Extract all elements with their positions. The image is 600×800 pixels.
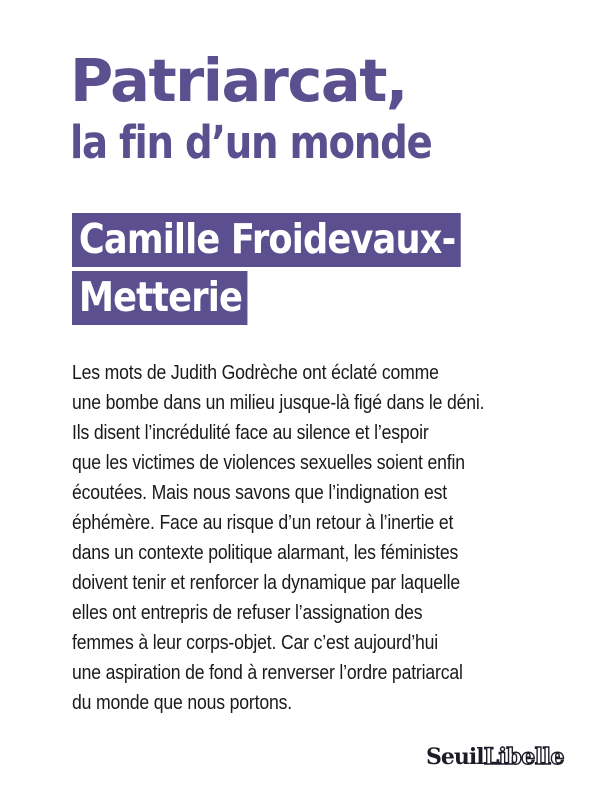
blurb-line: Les mots de Judith Godrèche ont éclaté comme	[72, 361, 439, 384]
blurb-line: une bombe dans un milieu jusque-là figé dans le déni.	[72, 391, 485, 414]
blurb-line: écoutées. Mais nous savons que l’indignation est	[72, 481, 447, 504]
blurb-line: du monde que nous portons.	[72, 691, 292, 714]
book-title	[70, 46, 490, 170]
blurb-line: doivent tenir et renforcer la dynamique par laquelle	[72, 571, 460, 594]
blurb-line: dans un contexte politique alarmant, les féministes	[72, 541, 459, 564]
blurb-line: elles ont entrepris de refuser l’assignation des	[72, 601, 423, 624]
blurb-line: que les victimes de violences sexuelles soient enfin	[72, 451, 465, 474]
author-name	[72, 210, 532, 326]
author-line-1: Camille Froidevaux-	[72, 213, 461, 267]
author-line-2: Metterie	[72, 271, 247, 325]
title-line-1: Patriarcat,	[70, 46, 407, 115]
blurb-text	[72, 358, 592, 718]
blurb-line: une aspiration de fond à renverser l’ordre patriarcal	[72, 661, 463, 684]
publisher-libelle: Libelle	[483, 744, 564, 770]
blurb-line: Ils disent l’incrédulité face au silence et l’espoir	[72, 421, 429, 444]
title-line-2: la fin d’un monde	[70, 116, 432, 169]
author-wrap	[72, 210, 461, 326]
publisher-seuil: Seuil	[425, 744, 484, 770]
blurb-line: femmes à leur corps-objet. Car c’est aujourd’hui	[72, 631, 439, 654]
publisher-logo	[426, 744, 564, 770]
blurb-line: éphémère. Face au risque d’un retour à l’inertie et	[72, 511, 454, 534]
